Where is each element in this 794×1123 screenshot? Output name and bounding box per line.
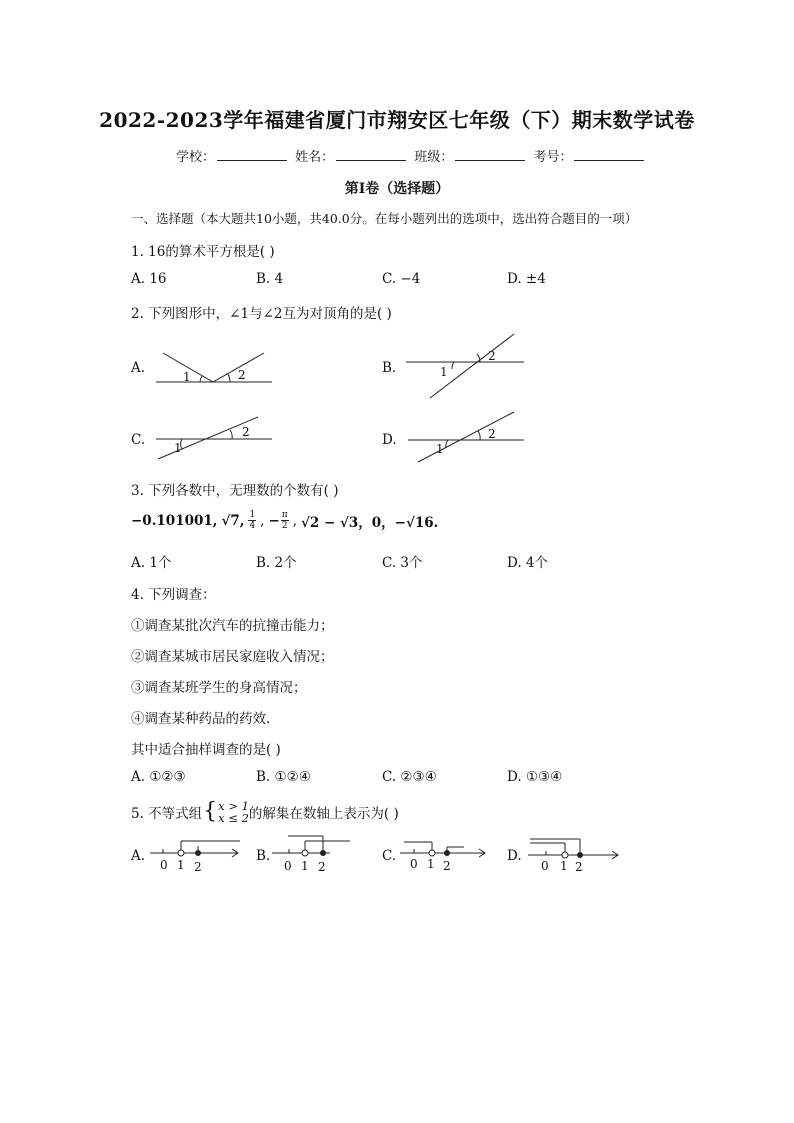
student-info-line xyxy=(176,146,648,165)
q2a-angle-2-label: 2 xyxy=(238,368,246,382)
q4-item-2: ②调查某城市居民家庭收入情况； xyxy=(131,649,334,665)
q5-brace: { xyxy=(203,799,218,824)
school-blank[interactable] xyxy=(217,150,287,161)
q5-stem xyxy=(131,800,399,824)
q3-num-rest: √2 − √3，0，−√16. xyxy=(301,514,439,531)
q1-option-a[interactable]: A. 16 xyxy=(131,271,167,287)
q4-item-4: ④调查某种药品的药效. xyxy=(131,711,271,727)
q2c-angle-2-label: 2 xyxy=(242,425,250,439)
svg-text:2: 2 xyxy=(318,860,326,874)
q2d-angle-2-label: 2 xyxy=(488,427,496,441)
q3-option-b[interactable]: B. 2个 xyxy=(256,555,297,571)
q5-numberline-b xyxy=(272,836,362,872)
q5-option-b-label[interactable]: B. xyxy=(256,848,271,864)
q2b-arc-1 xyxy=(452,362,454,369)
q3-option-c[interactable]: C. 3个 xyxy=(382,555,423,571)
q4-question: 其中适合抽样调查的是( ) xyxy=(131,742,281,758)
q4-stem: 4. 下列调查： xyxy=(131,587,216,603)
q4-item-3: ③调查某班学生的身高情况； xyxy=(131,680,307,696)
svg-text:0: 0 xyxy=(160,858,168,872)
q2b-angle-1-label: 1 xyxy=(440,365,448,379)
q4-option-c[interactable]: C. ②③④ xyxy=(382,769,437,785)
class-label: 班级： xyxy=(414,150,454,165)
svg-text:2: 2 xyxy=(575,860,583,874)
q5-numberline-d xyxy=(528,836,623,872)
svg-text:0: 0 xyxy=(541,859,549,873)
q2-figure-c xyxy=(150,412,280,462)
svg-text:2: 2 xyxy=(194,860,202,874)
exam-no-label: 考号： xyxy=(533,150,573,165)
q4-item-1: ①调查某批次汽车的抗撞击能力； xyxy=(131,618,334,634)
q5-option-a-label[interactable]: A. xyxy=(131,848,146,864)
svg-text:1: 1 xyxy=(301,859,309,873)
q5-option-d-label[interactable]: D. xyxy=(507,848,522,864)
q3-number-list: −0.101001, √7, 1 4 , − $\frac{\pi}{2}$ , √2 − √3，0，−√16. xyxy=(131,510,439,531)
svg-text:2: 2 xyxy=(443,859,451,873)
q1-stem: 1. 16的算术平方根是( ) xyxy=(131,244,275,260)
q2d-angle-1-label: 1 xyxy=(436,442,444,456)
svg-text:0: 0 xyxy=(410,857,418,871)
q5-stem-prefix: 5. 不等式组 xyxy=(131,806,203,822)
q3-option-d[interactable]: D. 4个 xyxy=(507,555,549,571)
q5-system-line-2: x ≤ 2 xyxy=(218,811,249,825)
svg-text:1: 1 xyxy=(177,858,185,872)
q2-option-d-label[interactable]: D. xyxy=(382,432,397,448)
name-label: 姓名： xyxy=(295,150,335,165)
q1-option-d[interactable]: D. ±4 xyxy=(507,271,546,287)
section-instructions: 一、选择题（本大题共10小题，共40.0分。在每小题列出的选项中，选出符合题目的一项） xyxy=(131,211,638,226)
exam-no-blank[interactable] xyxy=(574,150,644,161)
q5-option-c-label[interactable]: C. xyxy=(382,848,397,864)
q5-stem-suffix: 的解集在数轴上表示为( ) xyxy=(248,806,399,822)
q2-option-c-label[interactable]: C. xyxy=(131,432,146,448)
svg-text:0: 0 xyxy=(284,859,292,873)
q2-figure-b xyxy=(400,330,530,402)
q2-figure-d xyxy=(400,406,530,466)
q3-stem: 3. 下列各数中，无理数的个数有( ) xyxy=(131,483,339,499)
q3-num-2: √7, xyxy=(221,512,245,529)
q2-option-a-label[interactable]: A. xyxy=(131,360,146,376)
q3-fraction-quarter: 1 4 xyxy=(249,510,256,531)
q2a-angle-1-label: 1 xyxy=(183,370,191,384)
q5-system-line-1: x > 1 xyxy=(218,799,249,813)
q4-option-d[interactable]: D. ①③④ xyxy=(507,769,563,785)
q2-option-b-label[interactable]: B. xyxy=(382,360,397,376)
q5-numberline-c xyxy=(400,836,495,872)
svg-text:1: 1 xyxy=(427,857,435,871)
q2-figure-a xyxy=(150,345,280,390)
q5-inequality-system xyxy=(218,800,249,824)
school-label: 学校： xyxy=(176,150,216,165)
svg-text:1: 1 xyxy=(560,859,568,873)
exam-title: 2022-2023学年福建省厦门市翔安区七年级（下）期末数学试卷 xyxy=(99,108,695,132)
q1-option-b[interactable]: B. 4 xyxy=(256,271,284,287)
q2a-arc-1 xyxy=(200,376,202,382)
q1-option-c[interactable]: C. −4 xyxy=(382,271,421,287)
class-blank[interactable] xyxy=(455,150,525,161)
q2b-angle-2-label: 2 xyxy=(488,349,496,363)
q2d-arc-2 xyxy=(478,431,480,440)
q3-option-a[interactable]: A. 1个 xyxy=(131,555,172,571)
q2a-arc-2 xyxy=(228,374,230,382)
q3-fraction-pi-half: $\frac{\pi}{2}$ xyxy=(281,510,288,531)
q2c-arc-2 xyxy=(230,430,232,439)
q3-num-1: −0.101001, xyxy=(131,512,218,529)
q4-option-a[interactable]: A. ①②③ xyxy=(131,769,186,785)
q5-numberline-a xyxy=(150,836,245,872)
q3-num-4-sign: − xyxy=(268,512,280,529)
q4-option-b[interactable]: B. ①②④ xyxy=(256,769,311,785)
name-blank[interactable] xyxy=(336,150,406,161)
section-title: 第I卷（选择题） xyxy=(344,181,450,197)
q2c-angle-1-label: 1 xyxy=(174,441,182,455)
q2-stem: 2. 下列图形中，∠1与∠2互为对顶角的是( ) xyxy=(131,306,392,322)
q2d-line-transversal xyxy=(418,412,514,462)
